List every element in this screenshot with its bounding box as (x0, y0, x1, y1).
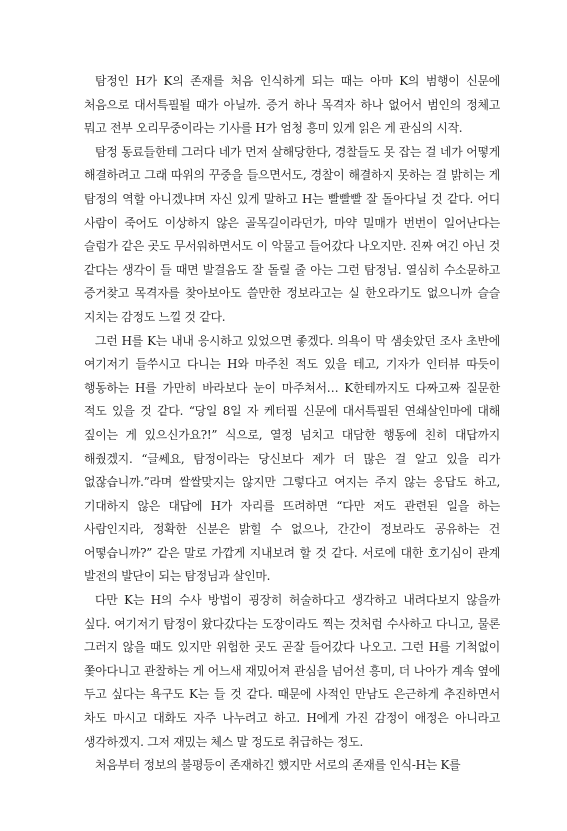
paragraph: 다만 K는 H의 수사 방법이 굉장히 허술하다고 생각하고 내려다보지 않을까 싶다. 여기저기 탐정이 왔다갔다는 도장이라도 찍는 것처럼 수사하고 다니고, 물론 그러지 않을 때도 있지만 위험한 곳도 곧잘 들어갔다 나오고. 그런 H를 기척없이 쫓아다니고 관찰하는 게 어느새 재밌어져 관심을 넘어선 흥미, 더 나아가 계속 옆에 두고 싶다는 욕구도 K는 들 것 같다. 때문에 사적인 만남도 은근하게 추진하면서 차도 마시고 대화도 자주 나누려고 하고. H에게 가진 감정이 애정은 아니라고 생각하겠지. 그저 재밌는 체스 말 정도로 취급하는 정도. (84, 593, 500, 749)
paragraph: 그런 H를 K는 내내 응시하고 있었으면 좋겠다. 의욕이 막 샘솟았던 조사 초반에 여기저기 들쑤시고 다니는 H와 마주친 적도 있을 테고, 기자가 인터뷰 따듯이 행동하는 H를 가만히 바라보다 눈이 마주쳐서… K한테까지도 다짜고짜 질문한 적도 있을 것 같다. “당일 8일 자 케터필 신문에 대서특필된 연쇄살인마에 대해 짚이는 게 있으신가요?!” 식으로, 열정 넘치고 대담한 행동에 친히 대답까지 해줬겠지. “글쎄요, 탐정이라는 당신보다 제가 더 많은 걸 알고 있을 리가 없잖습니까.”라며 쌀쌀맞지는 않지만 그렇다고 여지는 주지 않는 응답도 하고, 기대하지 않은 대답에 H가 자리를 뜨려하면 “다만 저도 관련된 일을 하는 사람인지라, 정확한 신분은 밝힐 수 없으나, 간간이 정보라도 공유하는 건 어떻습니까?” 같은 말로 가깝게 지내보려 할 것 같다. 서로에 대한 호기심이 관계 발전의 발단이 되는 탐정님과 살인마. (84, 333, 500, 584)
paragraph: 처음부터 정보의 불평등이 존재하긴 했지만 서로의 존재를 인식-H는 K를 (95, 758, 461, 773)
document-page (84, 70, 500, 778)
paragraph: 탐정 동료들한테 그러다 네가 먼저 살해당한다, 경찰들도 못 잡는 걸 네가 어떻게 해결하려고 그래 따위의 꾸중을 들으면서도, 경찰이 해결하지 못하는 걸 밝히는 게 탐정의 역할 아니겠냐며 자신 있게 말하고 H는 빨빨빨 잘 돌아다닐 것 같다. 어디 사람이 죽어도 이상하지 않은 골목길이라던가, 마약 밀매가 번번이 일어난다는 슬럼가 같은 곳도 무서워하면서도 이 악물고 들어갔다 나오지만. 진짜 여긴 아닌 것 같다는 생각이 들 때면 발걸음도 잘 돌릴 줄 아는 그런 탐정님. 열심히 수소문하고 증거찾고 목격자를 찾아보아도 쓸만한 정보라고는 실 한오라기도 없으니까 슬슬 지치는 감정도 느낄 것 같다. (84, 144, 500, 324)
paragraph: 탐정인 H가 K의 존재를 처음 인식하게 되는 때는 아마 K의 범행이 신문에 처음으로 대서특필될 때가 아닐까. 증거 하나 목격자 하나 없어서 범인의 정체고 뭐고 전부 오리무중이라는 기사를 H가 엄청 흥미 있게 읽은 게 관심의 시작. (84, 74, 500, 136)
